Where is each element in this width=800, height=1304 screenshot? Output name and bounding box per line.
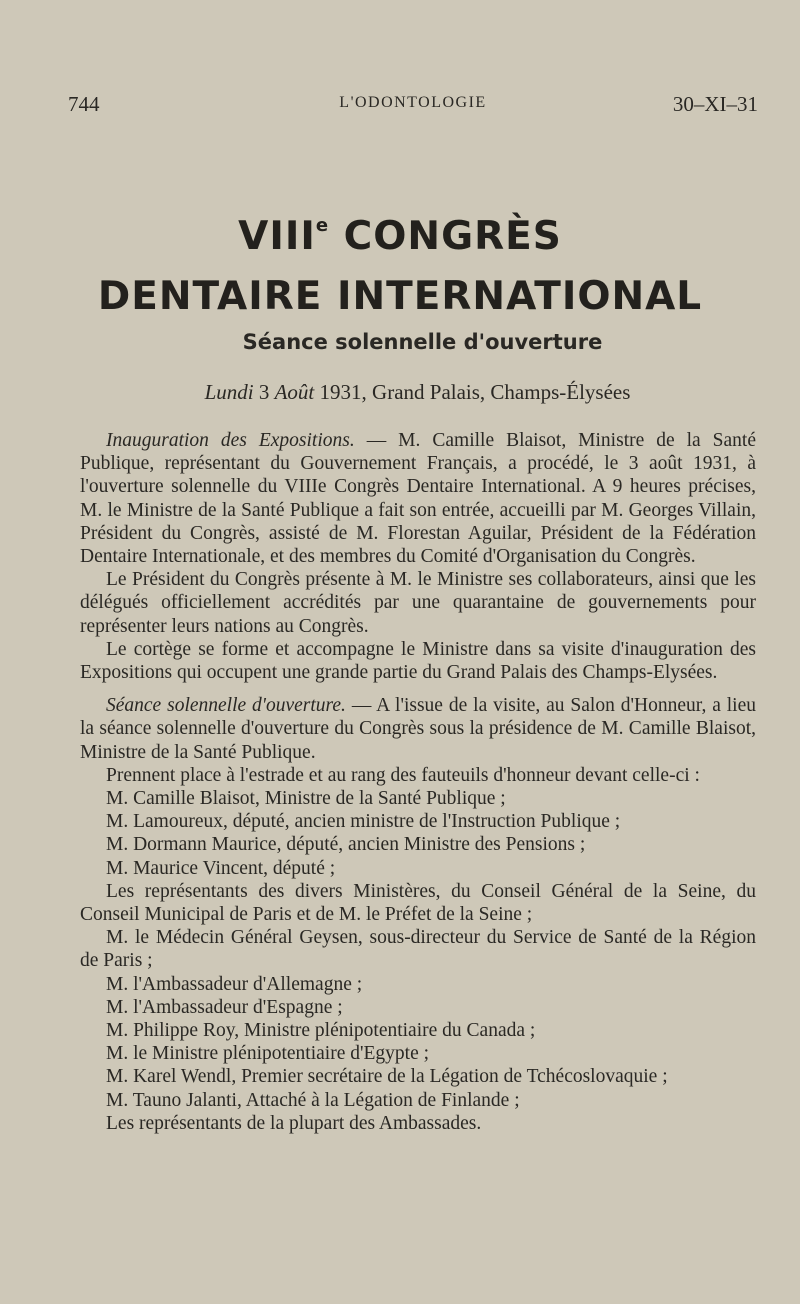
list-item: Les représentants des divers Ministères, du Conseil Général de la Seine, du Conseil Municipal de Paris et de M. le Préfet de la Seine ; <box>80 880 756 926</box>
title-line-2: DENTAIRE INTERNATIONAL <box>97 274 703 319</box>
dateline: Lundi 3 Août 1931, Grand Palais, Champs-Élysées <box>204 380 631 404</box>
title-superscript: e <box>315 215 330 236</box>
list-item: M. Philippe Roy, Ministre plénipotentiaire du Canada ; <box>106 1020 536 1042</box>
paragraph-cortege: Le cortège se forme et accompagne le Ministre dans sa visite d'inauguration des Expositions qui occupent une grande partie du Grand Palais des Champs-Elysées. <box>80 638 756 684</box>
issue-date: 30–XI–31 <box>672 92 758 116</box>
running-head <box>68 92 758 122</box>
list-item: M. Tauno Jalanti, Attaché à la Légation de Finlande ; <box>106 1089 520 1111</box>
paragraph-estrade: Prennent place à l'estrade et au rang des fauteuils d'honneur devant celle-ci : <box>106 764 700 786</box>
list-item: M. l'Ambassadeur d'Espagne ; <box>106 996 343 1018</box>
journal-name: L'ODONTOLOGIE <box>339 94 487 111</box>
page-number: 744 <box>68 92 100 116</box>
paragraph-inauguration: Inauguration des Expositions. — M. Camille Blaisot, Ministre de la Santé Publique, représentant du Gouvernement Français, a procédé, le 3 août 1931, à l'ouverture solennelle du VIIIe Congrès Dentaire International. A 9 heures précises, M. le Ministre de la Santé Publique a fait son entrée, accueilli par M. Georges Villain, Président du Congrès, assisté de M. Florestan Aguilar, Président de la Fédération Dentaire Internationale, et des membres du Comité d'Organisation du Congrès. <box>80 430 756 568</box>
article-title <box>0 196 800 327</box>
list-item: Les représentants de la plupart des Ambassades. <box>106 1112 482 1134</box>
title-line-1: VIIIe CONGRÈS <box>238 214 562 259</box>
paragraph-lead: Séance solennelle d'ouverture. <box>106 695 346 717</box>
paragraph-lead: Inauguration des Expositions. <box>106 430 355 451</box>
list-item: M. Karel Wendl, Premier secrétaire de la Légation de Tchécoslovaquie ; <box>106 1066 668 1088</box>
list-item: M. Dormann Maurice, député, ancien Ministre des Pensions ; <box>106 834 586 856</box>
list-item: M. le Médecin Général Geysen, sous-directeur du Service de Santé de la Région de Paris ; <box>80 927 756 972</box>
article-subtitle: Séance solennelle d'ouverture <box>242 330 603 354</box>
paragraph-seance: Séance solennelle d'ouverture. — A l'issue de la visite, au Salon d'Honneur, a lieu la séance solennelle d'ouverture du Congrès sous la présidence de M. Camille Blaisot, Ministre de la Santé Publique. <box>80 695 756 763</box>
list-item: M. Maurice Vincent, député ; <box>106 857 336 879</box>
list-item: M. l'Ambassadeur d'Allemagne ; <box>106 973 363 995</box>
list-item: M. Lamoureux, député, ancien ministre de l'Instruction Publique ; <box>106 811 621 833</box>
paragraph-delegates: Le Président du Congrès présente à M. le Ministre ses collaborateurs, ainsi que les délégués officiellement accrédités par une quarantaine de gouvernements pour représenter leurs nations au Congrès. <box>80 569 756 637</box>
article-body <box>80 429 756 1135</box>
list-item: M. le Ministre plénipotentiaire d'Egypte ; <box>106 1043 430 1065</box>
list-item: M. Camille Blaisot, Ministre de la Santé Publique ; <box>106 788 506 810</box>
